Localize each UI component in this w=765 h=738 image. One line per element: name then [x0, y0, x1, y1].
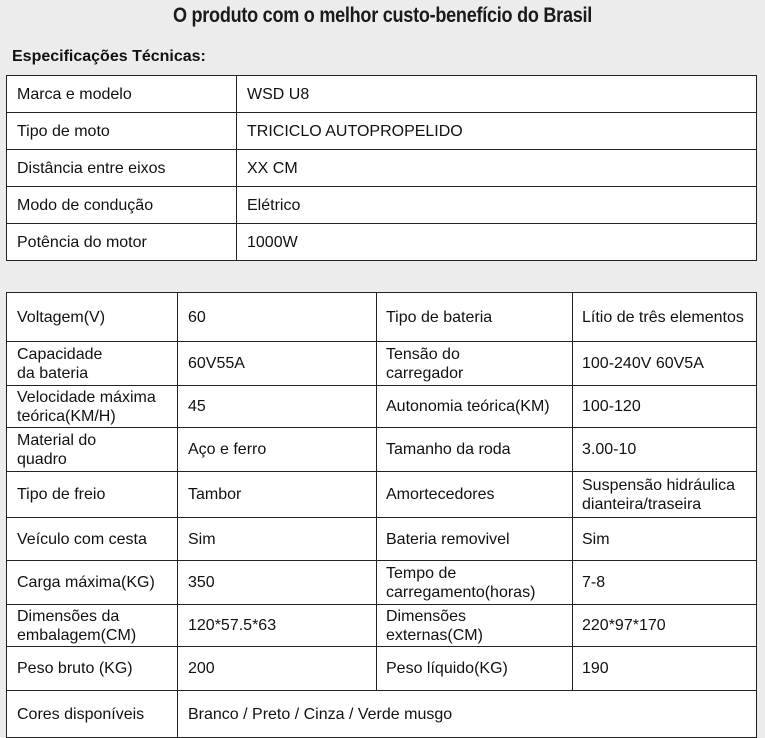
table-row [7, 342, 757, 386]
table-row [7, 561, 757, 605]
spec-value: Elétrico [237, 187, 757, 224]
detail-table [6, 292, 757, 738]
detail-value: 100-120 [573, 386, 757, 428]
spec-label: Tipo de moto [7, 113, 237, 150]
spec-value: XX CM [237, 150, 757, 187]
detail-label: Veículo com cesta [7, 518, 178, 561]
detail-label: Dimensões externas(CM) [377, 605, 573, 647]
table-row [7, 113, 757, 150]
detail-value: 60V55A [178, 342, 377, 386]
detail-label: Tipo de freio [7, 472, 178, 518]
detail-label: Tamanho da roda [377, 428, 573, 472]
detail-value: 45 [178, 386, 377, 428]
detail-label: Velocidade máxima teórica(KM/H) [7, 386, 178, 428]
table-row [7, 386, 757, 428]
detail-value: 60 [178, 293, 377, 342]
page-headline: O produto com o melhor custo-benefício do Brasil [172, 4, 593, 27]
detail-value: Tambor [178, 472, 377, 518]
detail-value: 350 [178, 561, 377, 605]
detail-value: Sim [178, 518, 377, 561]
detail-label: Autonomia teórica(KM) [377, 386, 573, 428]
detail-label: Capacidade da bateria [7, 342, 178, 386]
detail-label: Material do quadro [7, 428, 178, 472]
spec-label: Potência do motor [7, 224, 237, 261]
detail-label: Amortecedores [377, 472, 573, 518]
spec-heading: Especificações Técnicas: [12, 48, 206, 65]
table-row [7, 647, 757, 691]
detail-label: Peso líquido(KG) [377, 647, 573, 691]
detail-label: Tipo de bateria [377, 293, 573, 342]
detail-value: Suspensão hidráulica dianteira/traseira [573, 472, 757, 518]
detail-value: Sim [573, 518, 757, 561]
detail-value: 120*57.5*63 [178, 605, 377, 647]
detail-label: Peso bruto (KG) [7, 647, 178, 691]
detail-value: 220*97*170 [573, 605, 757, 647]
spec-table [6, 75, 757, 261]
detail-label: Voltagem(V) [7, 293, 178, 342]
table-row [7, 605, 757, 647]
detail-value: 100-240V 60V5A [573, 342, 757, 386]
table-row [7, 224, 757, 261]
detail-label: Tempo de carregamento(horas) [377, 561, 573, 605]
table-row [7, 187, 757, 224]
detail-value: Lítio de três elementos [573, 293, 757, 342]
spec-label: Distância entre eixos [7, 150, 237, 187]
detail-value: 3.00-10 [573, 428, 757, 472]
table-row [7, 293, 757, 342]
table-row [7, 428, 757, 472]
spec-value: TRICICLO AUTOPROPELIDO [237, 113, 757, 150]
detail-label: Bateria removivel [377, 518, 573, 561]
colors-value: Branco / Preto / Cinza / Verde musgo [178, 691, 757, 738]
detail-label: Tensão do carregador [377, 342, 573, 386]
table-row [7, 518, 757, 561]
table-row [7, 691, 757, 738]
spec-value: 1000W [237, 224, 757, 261]
spec-label: Modo de condução [7, 187, 237, 224]
detail-label: Carga máxima(KG) [7, 561, 178, 605]
colors-label: Cores disponíveis [7, 691, 178, 738]
detail-value: Aço e ferro [178, 428, 377, 472]
table-row [7, 472, 757, 518]
table-row [7, 76, 757, 113]
detail-value: 200 [178, 647, 377, 691]
detail-value: 190 [573, 647, 757, 691]
spec-value: WSD U8 [237, 76, 757, 113]
detail-label: Dimensões da embalagem(CM) [7, 605, 178, 647]
detail-value: 7-8 [573, 561, 757, 605]
spec-label: Marca e modelo [7, 76, 237, 113]
table-row [7, 150, 757, 187]
